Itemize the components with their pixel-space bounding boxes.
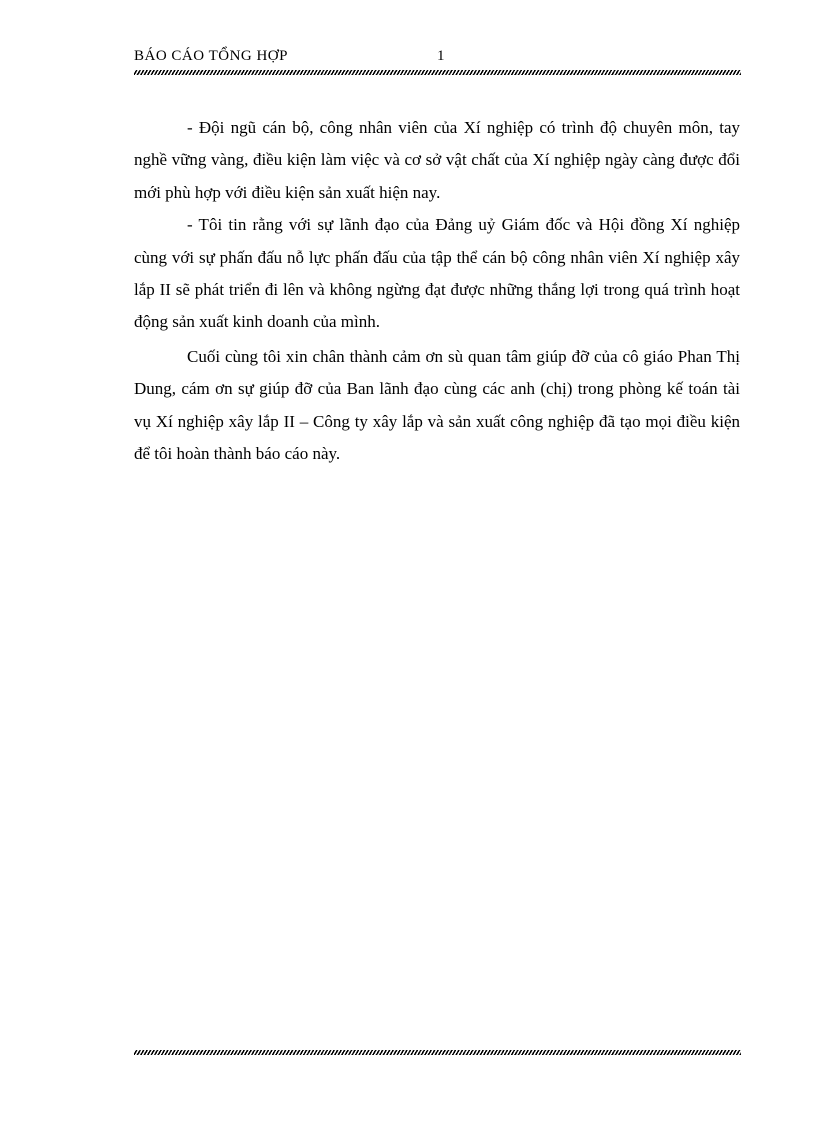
page-number: 1 bbox=[437, 48, 445, 64]
header-divider bbox=[134, 70, 741, 75]
header-title: BÁO CÁO TỔNG HỢP bbox=[134, 48, 288, 64]
document-body bbox=[134, 112, 740, 470]
paragraph-acknowledgement: Cuối cùng tôi xin chân thành cảm ơn sù quan tâm giúp đỡ của cô giáo Phan Thị Dung, cám ơn sự giúp đỡ của Ban lãnh đạo cùng các anh (chị) trong phòng kế toán tài vụ Xí nghiệp xây lắp II – Công ty xây lắp và sản xuất công nghiệp đã tạo mọi điều kiện để tôi hoàn thành báo cáo này. bbox=[134, 346, 740, 464]
paragraph-outlook: - Tôi tin rằng với sự lãnh đạo của Đảng uỷ Giám đốc và Hội đồng Xí nghiệp cùng với sự phấn đấu nỗ lực phấn đấu của tập thể cán bộ công nhân viên Xí nghiệp xây lắp II sẽ phát triển đi lên và không ngừng đạt được những thắng lợi trong quá trình hoạt động sản xuất kinh doanh của mình. bbox=[134, 215, 740, 332]
page-header bbox=[134, 48, 741, 68]
paragraph-staff: - Đội ngũ cán bộ, công nhân viên của Xí nghiệp có trình độ chuyên môn, tay nghề vững vàng, điều kiện làm việc và cơ sở vật chất của Xí nghiệp ngày càng được đổi mới phù hợp với điều kiện sản xuất hiện nay. bbox=[134, 118, 740, 202]
footer-divider bbox=[134, 1050, 741, 1055]
